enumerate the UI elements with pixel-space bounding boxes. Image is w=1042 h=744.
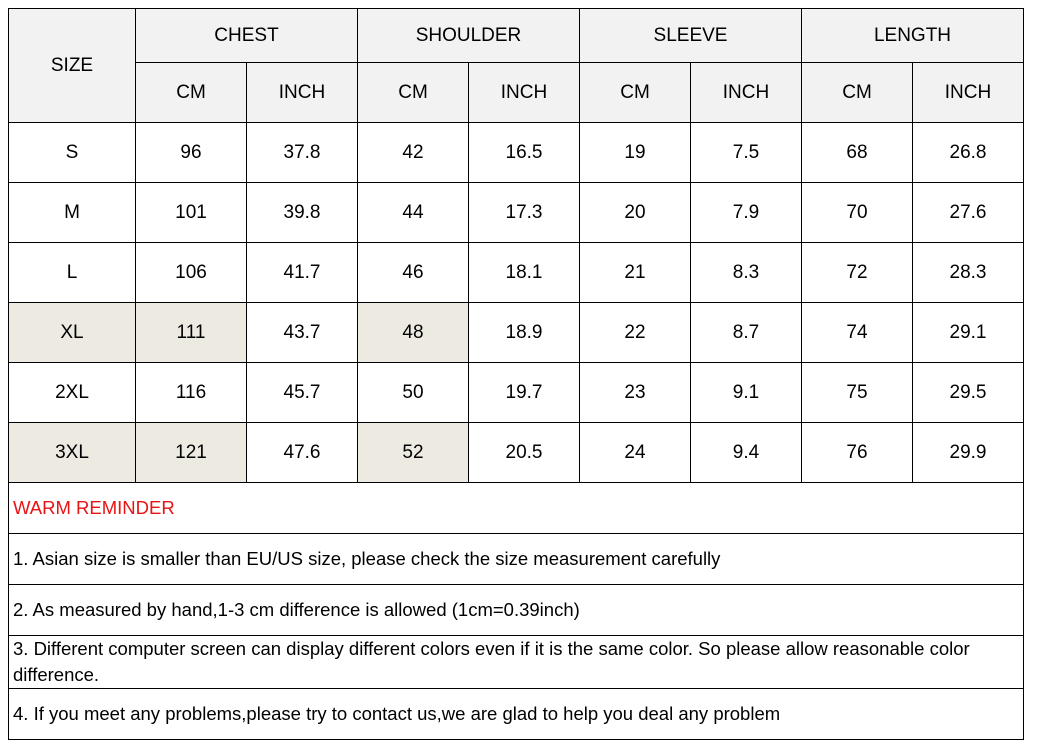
value-cell: 41.7 (247, 243, 358, 303)
value-cell: 121 (136, 423, 247, 483)
value-cell: 50 (358, 363, 469, 423)
reminder-note-row (9, 585, 1024, 636)
value-cell: 29.1 (913, 303, 1024, 363)
value-cell: 18.9 (469, 303, 580, 363)
value-cell: 48 (358, 303, 469, 363)
value-cell: 29.5 (913, 363, 1024, 423)
value-cell: 7.9 (691, 183, 802, 243)
unit-header-cm: CM (358, 63, 469, 123)
size-cell: L (9, 243, 136, 303)
unit-header-cm: CM (136, 63, 247, 123)
value-cell: 17.3 (469, 183, 580, 243)
value-cell: 101 (136, 183, 247, 243)
shoulder-header: SHOULDER (358, 9, 580, 63)
value-cell: 23 (580, 363, 691, 423)
value-cell: 19 (580, 123, 691, 183)
value-cell: 116 (136, 363, 247, 423)
reminder-note: 4. If you meet any problems,please try to contact us,we are glad to help you deal any problem (9, 689, 1024, 740)
value-cell: 52 (358, 423, 469, 483)
value-cell: 70 (802, 183, 913, 243)
value-cell: 22 (580, 303, 691, 363)
value-cell: 29.9 (913, 423, 1024, 483)
value-cell: 18.1 (469, 243, 580, 303)
value-cell: 76 (802, 423, 913, 483)
value-cell: 8.7 (691, 303, 802, 363)
reminder-note-row (9, 636, 1024, 689)
value-cell: 9.4 (691, 423, 802, 483)
table-row (9, 183, 1024, 243)
reminder-note: 3. Different computer screen can display different colors even if it is the same color. So please allow reasonable color difference. (9, 636, 1024, 689)
value-cell: 39.8 (247, 183, 358, 243)
value-cell: 28.3 (913, 243, 1024, 303)
unit-header-inch: INCH (913, 63, 1024, 123)
size-table (8, 8, 1024, 740)
value-cell: 111 (136, 303, 247, 363)
unit-header-cm: CM (580, 63, 691, 123)
length-header: LENGTH (802, 9, 1024, 63)
value-cell: 106 (136, 243, 247, 303)
value-cell: 37.8 (247, 123, 358, 183)
value-cell: 47.6 (247, 423, 358, 483)
size-cell: M (9, 183, 136, 243)
reminder-note-row (9, 689, 1024, 740)
value-cell: 26.8 (913, 123, 1024, 183)
value-cell: 16.5 (469, 123, 580, 183)
value-cell: 42 (358, 123, 469, 183)
value-cell: 27.6 (913, 183, 1024, 243)
table-row (9, 123, 1024, 183)
unit-header-inch: INCH (247, 63, 358, 123)
unit-header-cm: CM (802, 63, 913, 123)
reminder-title-row (9, 483, 1024, 534)
size-cell: 3XL (9, 423, 136, 483)
reminder-note: 1. Asian size is smaller than EU/US size, please check the size measurement carefully (9, 534, 1024, 585)
table-row (9, 423, 1024, 483)
value-cell: 68 (802, 123, 913, 183)
value-cell: 20.5 (469, 423, 580, 483)
size-cell: XL (9, 303, 136, 363)
table-row (9, 363, 1024, 423)
sleeve-header: SLEEVE (580, 9, 802, 63)
header-row-units (9, 63, 1024, 123)
reminder-note-row (9, 534, 1024, 585)
value-cell: 75 (802, 363, 913, 423)
value-cell: 7.5 (691, 123, 802, 183)
unit-header-inch: INCH (691, 63, 802, 123)
size-header: SIZE (9, 9, 136, 123)
value-cell: 45.7 (247, 363, 358, 423)
size-table-body (9, 9, 1024, 740)
value-cell: 9.1 (691, 363, 802, 423)
value-cell: 20 (580, 183, 691, 243)
value-cell: 44 (358, 183, 469, 243)
value-cell: 8.3 (691, 243, 802, 303)
chest-header: CHEST (136, 9, 358, 63)
value-cell: 19.7 (469, 363, 580, 423)
value-cell: 74 (802, 303, 913, 363)
value-cell: 72 (802, 243, 913, 303)
size-cell: 2XL (9, 363, 136, 423)
header-row-groups (9, 9, 1024, 63)
size-chart (8, 8, 1024, 740)
value-cell: 46 (358, 243, 469, 303)
table-row (9, 243, 1024, 303)
unit-header-inch: INCH (469, 63, 580, 123)
table-row (9, 303, 1024, 363)
reminder-note: 2. As measured by hand,1-3 cm difference is allowed (1cm=0.39inch) (9, 585, 1024, 636)
value-cell: 21 (580, 243, 691, 303)
value-cell: 96 (136, 123, 247, 183)
reminder-title: WARM REMINDER (9, 483, 1024, 534)
value-cell: 24 (580, 423, 691, 483)
value-cell: 43.7 (247, 303, 358, 363)
size-cell: S (9, 123, 136, 183)
